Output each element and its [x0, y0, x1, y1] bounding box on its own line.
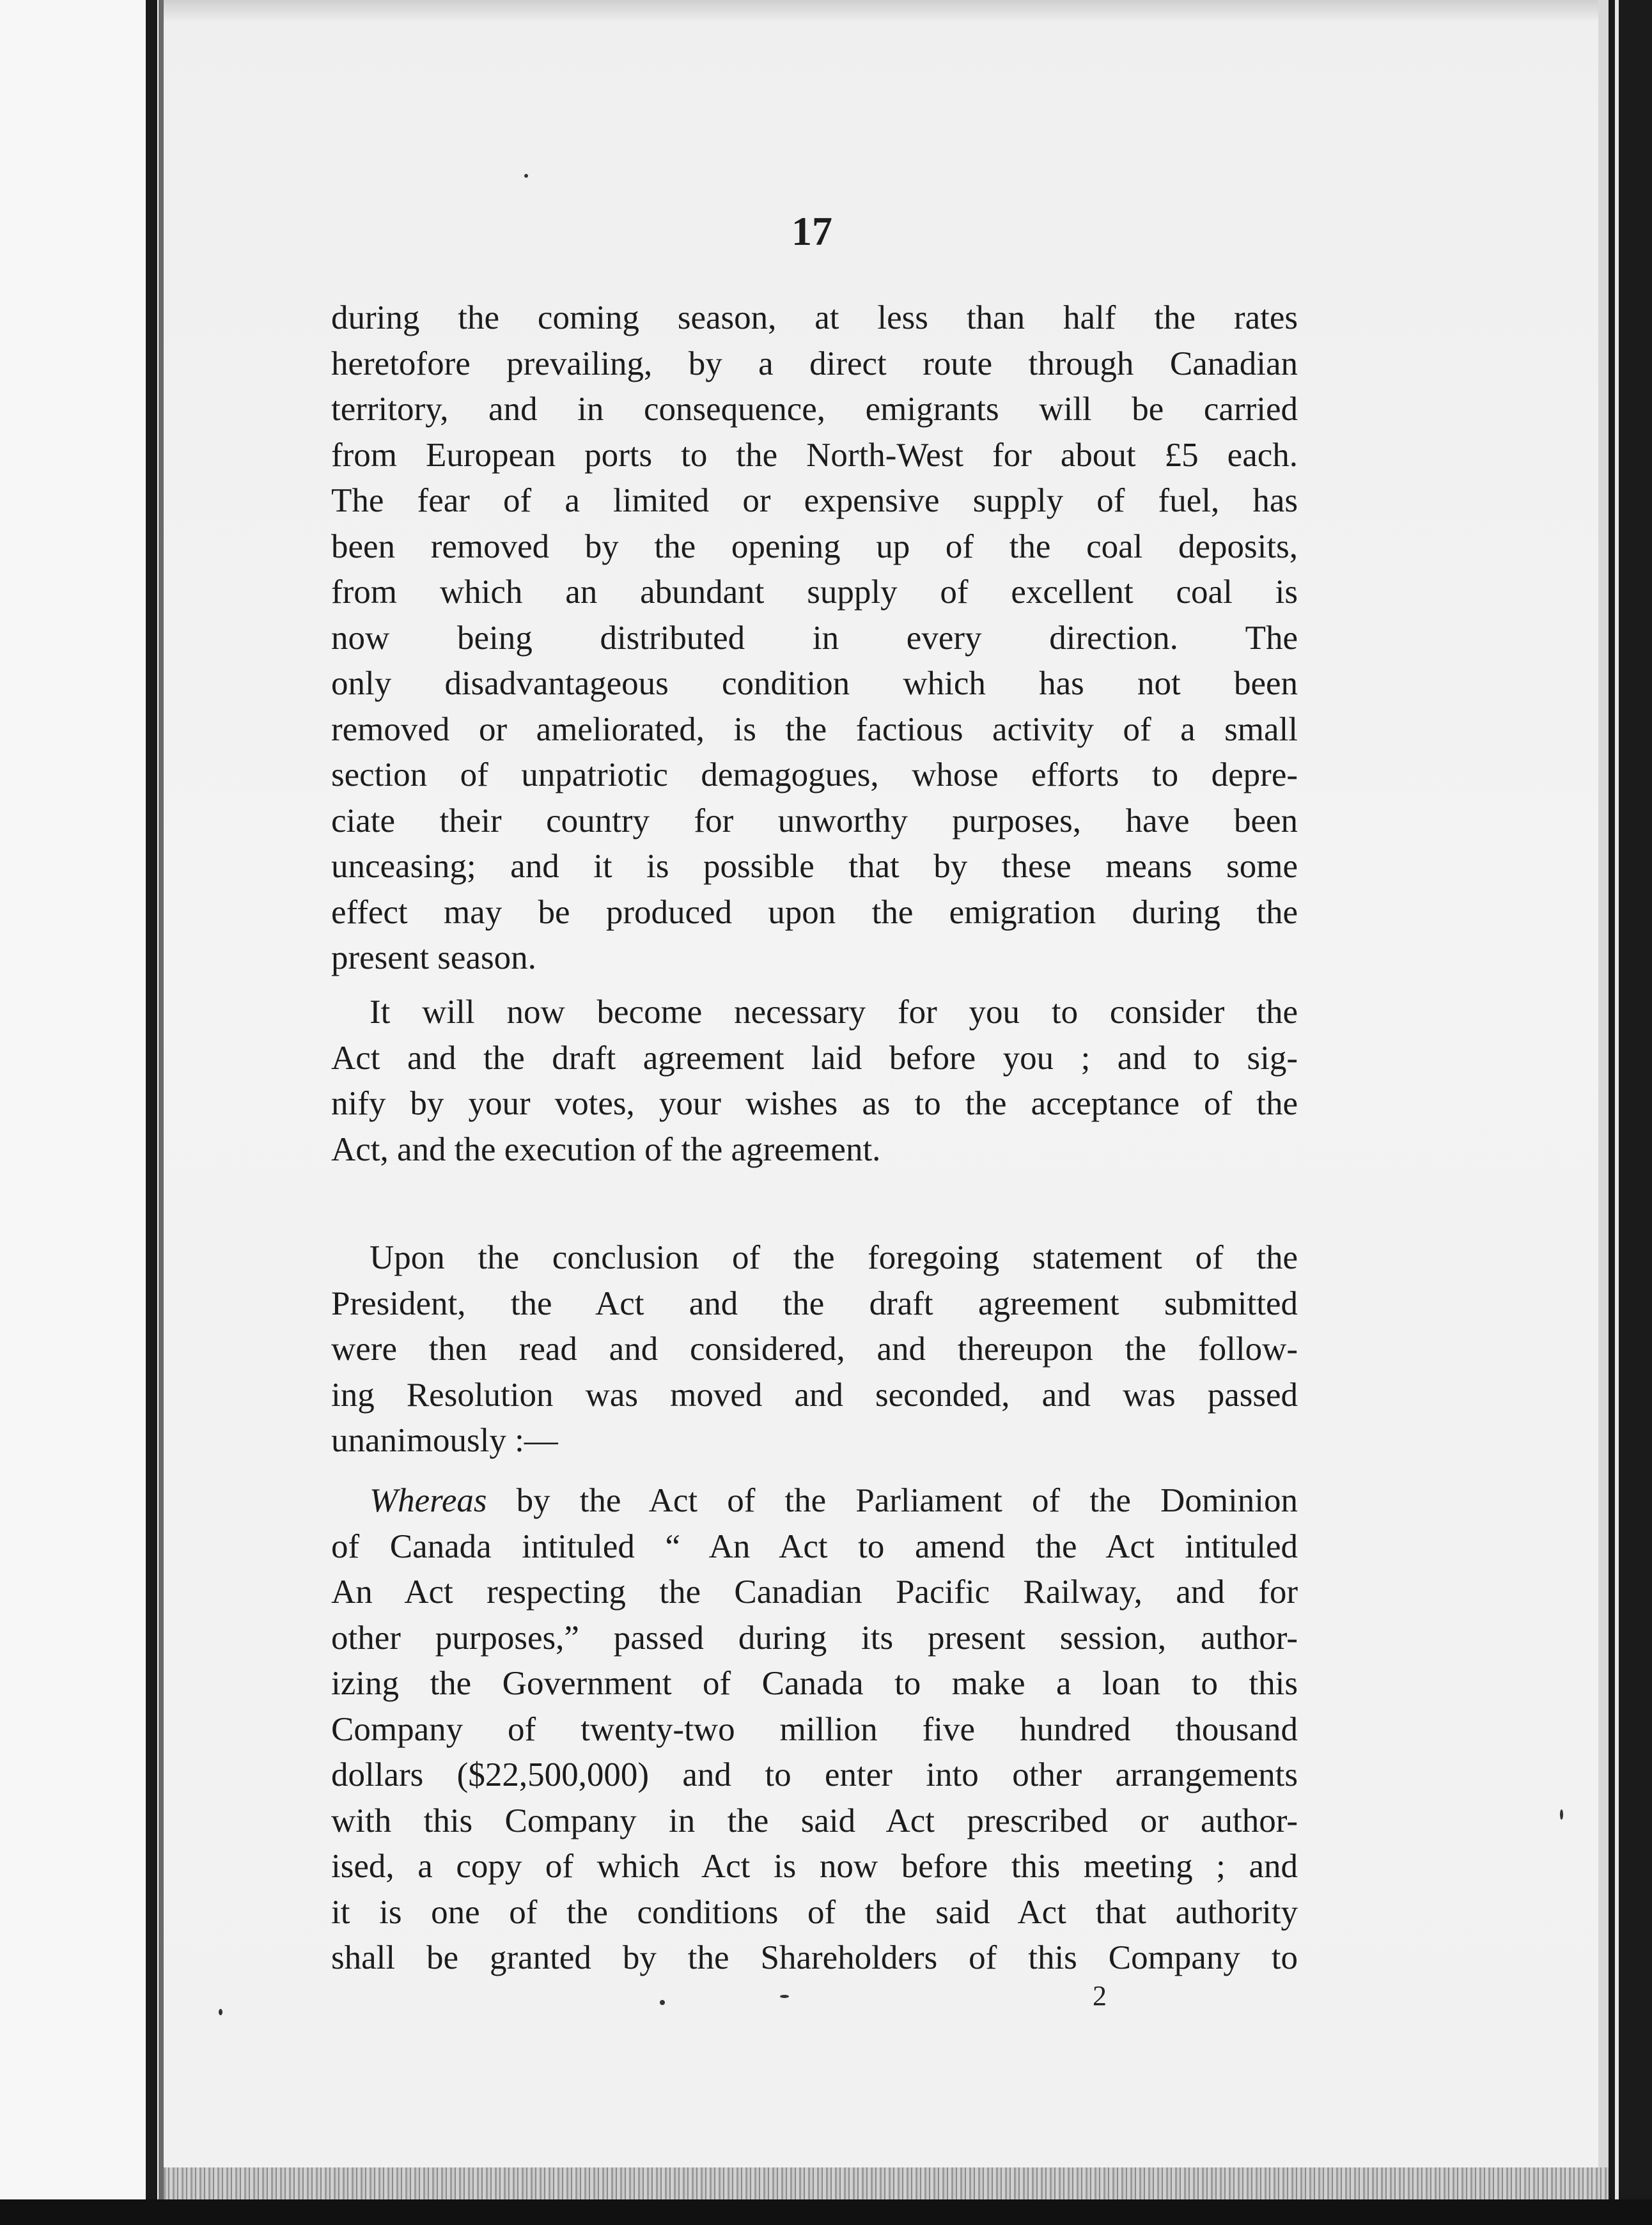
text-line: The fear of a limited or expensive supply of fuel, has — [331, 482, 1298, 519]
text-line: during the coming season, at less than half the rates — [331, 299, 1298, 336]
text-line: from which an abundant supply of excellent coal is — [331, 574, 1298, 611]
scan-border-bottom — [0, 2199, 1652, 2225]
page-number: 17 — [791, 208, 832, 254]
facing-page-edge — [0, 0, 148, 2199]
text-line: only disadvantageous condition which has not been — [331, 665, 1298, 702]
text-line: territory, and in consequence, emigrants will be carried — [331, 391, 1298, 428]
page-right-edge — [1598, 0, 1609, 2199]
text-line: from European ports to the North-West for about £5 each. — [331, 436, 1298, 474]
whereas-italic: Whereas — [370, 1482, 487, 1519]
page-top-edge — [164, 0, 1609, 22]
text-line: Upon the conclusion of the foregoing statement of the — [370, 1239, 1298, 1276]
text-line: ing Resolution was moved and seconded, and was passed — [331, 1376, 1298, 1414]
text-line: nify by your votes, your wishes as to the acceptance of the — [331, 1085, 1298, 1122]
scan-speck — [1560, 1809, 1563, 1820]
text-line: shall be granted by the Shareholders of this Company to — [331, 1939, 1298, 1976]
page-bottom-edge — [164, 2167, 1609, 2199]
text-line: were then read and considered, and thereupon the follow- — [331, 1331, 1298, 1368]
paragraph-3 — [331, 1235, 1298, 1464]
first-line-rest: by the Act of the Parliament of the Dominion — [487, 1482, 1298, 1519]
text-line: It will now become necessary for you to consider the — [370, 994, 1298, 1031]
text-line: Act, and the execution of the agreement. — [331, 1130, 881, 1168]
text-line: Company of twenty-two million five hundred thousand — [331, 1710, 1298, 1748]
paragraph-2 — [331, 990, 1298, 1173]
text-line: now being distributed in every direction. The — [331, 619, 1298, 657]
binding-shadow-inner — [159, 0, 164, 2199]
text-line-first — [331, 1478, 1298, 1524]
text-line: section of unpatriotic demagogues, whose efforts to depre- — [331, 756, 1298, 793]
text-line: of Canada intituled “ An Act to amend the Act intituled — [331, 1527, 1298, 1565]
text-line: Act and the draft agreement laid before you ; and to sig- — [331, 1039, 1298, 1077]
resolution-paragraph — [331, 1478, 1298, 1981]
text-line: heretofore prevailing, by a direct route through Canadian — [331, 345, 1298, 382]
text-line: it is one of the conditions of the said Act that authority — [331, 1893, 1298, 1931]
text-line: removed or ameliorated, is the factious activity of a small — [331, 710, 1298, 748]
binding-shadow — [146, 0, 157, 2199]
text-line: An Act respecting the Canadian Pacific Railway, and for — [331, 1573, 1298, 1611]
text-line: ised, a copy of which Act is now before this meeting ; and — [331, 1848, 1298, 1885]
text-line: unceasing; and it is possible that by these means some — [331, 848, 1298, 885]
scan-speck — [524, 174, 528, 178]
paragraph-1 — [331, 295, 1298, 981]
text-line: President, the Act and the draft agreement submitted — [331, 1284, 1298, 1322]
text-line: dollars ($22,500,000) and to enter into other arrangements — [331, 1756, 1298, 1793]
scan-speck — [780, 1995, 789, 1998]
text-line: been removed by the opening up of the coal deposits, — [331, 527, 1298, 565]
text-line: izing the Government of Canada to make a loan to this — [331, 1665, 1298, 1702]
text-line: effect may be produced upon the emigration during the — [331, 893, 1298, 931]
scan-speck — [219, 2009, 222, 2015]
text-line: with this Company in the said Act prescribed or author- — [331, 1802, 1298, 1839]
text-line: unanimously :— — [331, 1422, 558, 1459]
scan-speck — [660, 2000, 665, 2005]
text-line: other purposes,” passed during its present session, author- — [331, 1619, 1298, 1657]
printer-signature-mark: 2 — [1093, 1980, 1107, 2011]
text-line: ciate their country for unworthy purposes, have been — [331, 802, 1298, 839]
text-line: present season. — [331, 939, 536, 976]
scan-border-right-highlight — [1615, 0, 1619, 2199]
